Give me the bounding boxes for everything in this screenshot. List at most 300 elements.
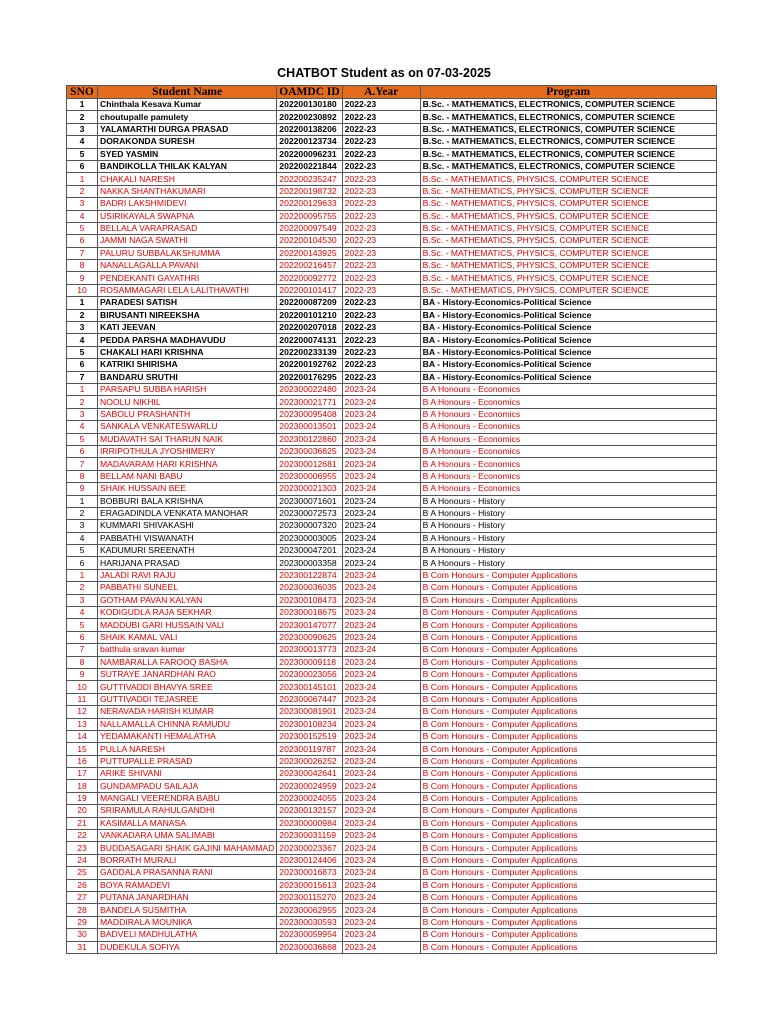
cell-student-name: NALLAMALLA CHINNA RAMUDU bbox=[98, 718, 277, 730]
cell-program: B.Sc. - MATHEMATICS, ELECTRONICS, COMPUTER SCIENCE bbox=[420, 136, 716, 148]
cell-student-name: GOTHAM PAVAN KALYAN bbox=[98, 594, 277, 606]
cell-academic-year: 2022-23 bbox=[342, 235, 420, 247]
cell-sno: 15 bbox=[67, 743, 98, 755]
cell-sno: 1 bbox=[67, 173, 98, 185]
table-row bbox=[67, 607, 717, 619]
cell-sno: 29 bbox=[67, 916, 98, 928]
cell-oamdc-id: 202300124406 bbox=[277, 854, 342, 866]
cell-oamdc-id: 202200123734 bbox=[277, 136, 342, 148]
cell-academic-year: 2023-24 bbox=[342, 941, 420, 953]
cell-program: B Com Honours - Computer Applications bbox=[420, 569, 716, 581]
cell-program: B A Honours - Economics bbox=[420, 408, 716, 420]
cell-oamdc-id: 202300036868 bbox=[277, 941, 342, 953]
cell-academic-year: 2022-23 bbox=[342, 136, 420, 148]
cell-program: B Com Honours - Computer Applications bbox=[420, 693, 716, 705]
table-row bbox=[67, 433, 717, 445]
cell-academic-year: 2023-24 bbox=[342, 854, 420, 866]
cell-program: B A Honours - History bbox=[420, 532, 716, 544]
table-row bbox=[67, 619, 717, 631]
cell-program: BA - History-Economics-Political Science bbox=[420, 334, 716, 346]
cell-student-name: PEDDA PARSHA MADHAVUDU bbox=[98, 334, 277, 346]
cell-program: B A Honours - Economics bbox=[420, 458, 716, 470]
table-row bbox=[67, 730, 717, 742]
cell-sno: 6 bbox=[67, 160, 98, 172]
cell-student-name: BOYA RAMADEVI bbox=[98, 879, 277, 891]
cell-student-name: CHAKALI NARESH bbox=[98, 173, 277, 185]
cell-program: B Com Honours - Computer Applications bbox=[420, 817, 716, 829]
cell-academic-year: 2023-24 bbox=[342, 892, 420, 904]
cell-sno: 2 bbox=[67, 582, 98, 594]
cell-student-name: SRIRAMULA RAHULGANDHI bbox=[98, 805, 277, 817]
cell-oamdc-id: 202200143925 bbox=[277, 247, 342, 259]
cell-oamdc-id: 202300006955 bbox=[277, 470, 342, 482]
table-row bbox=[67, 111, 717, 123]
cell-program: B.Sc. - MATHEMATICS, PHYSICS, COMPUTER SCIENCE bbox=[420, 247, 716, 259]
cell-academic-year: 2022-23 bbox=[342, 346, 420, 358]
cell-student-name: IRRIPOTHULA JYOSHIMERY bbox=[98, 445, 277, 457]
cell-oamdc-id: 202300036035 bbox=[277, 582, 342, 594]
cell-academic-year: 2023-24 bbox=[342, 656, 420, 668]
cell-oamdc-id: 202300081901 bbox=[277, 706, 342, 718]
table-row bbox=[67, 842, 717, 854]
cell-student-name: CHAKALI HARI KRISHNA bbox=[98, 346, 277, 358]
cell-program: B A Honours - History bbox=[420, 557, 716, 569]
cell-academic-year: 2023-24 bbox=[342, 867, 420, 879]
cell-student-name: DORAKONDA SURESH bbox=[98, 136, 277, 148]
cell-academic-year: 2022-23 bbox=[342, 371, 420, 383]
cell-academic-year: 2022-23 bbox=[342, 111, 420, 123]
cell-sno: 6 bbox=[67, 557, 98, 569]
column-header-oamdc-id: OAMDC ID bbox=[277, 86, 342, 99]
cell-academic-year: 2023-24 bbox=[342, 532, 420, 544]
column-header-sno: SNO bbox=[67, 86, 98, 99]
cell-program: B A Honours - Economics bbox=[420, 421, 716, 433]
cell-sno: 9 bbox=[67, 272, 98, 284]
cell-program: B.Sc. - MATHEMATICS, PHYSICS, COMPUTER SCIENCE bbox=[420, 260, 716, 272]
table-row bbox=[67, 309, 717, 321]
cell-student-name: GADDALA PRASANNA RANI bbox=[98, 867, 277, 879]
cell-student-name: NANALLAGALLA PAVANI bbox=[98, 260, 277, 272]
cell-academic-year: 2022-23 bbox=[342, 210, 420, 222]
cell-program: B A Honours - Economics bbox=[420, 383, 716, 395]
cell-program: BA - History-Economics-Political Science bbox=[420, 346, 716, 358]
cell-oamdc-id: 202200198732 bbox=[277, 185, 342, 197]
cell-oamdc-id: 202200230892 bbox=[277, 111, 342, 123]
table-row bbox=[67, 247, 717, 259]
cell-academic-year: 2022-23 bbox=[342, 148, 420, 160]
cell-academic-year: 2023-24 bbox=[342, 904, 420, 916]
cell-student-name: PARSAPU SUBBA HARISH bbox=[98, 383, 277, 395]
cell-student-name: YEDAMAKANTI HEMALATHA bbox=[98, 730, 277, 742]
cell-academic-year: 2023-24 bbox=[342, 445, 420, 457]
cell-oamdc-id: 202200129633 bbox=[277, 198, 342, 210]
cell-sno: 9 bbox=[67, 483, 98, 495]
cell-program: B Com Honours - Computer Applications bbox=[420, 941, 716, 953]
table-row bbox=[67, 173, 717, 185]
cell-oamdc-id: 202200221844 bbox=[277, 160, 342, 172]
cell-academic-year: 2023-24 bbox=[342, 408, 420, 420]
cell-oamdc-id: 202300062955 bbox=[277, 904, 342, 916]
cell-student-name: SUTRAYE JANARDHAN RAO bbox=[98, 668, 277, 680]
cell-oamdc-id: 202300022480 bbox=[277, 383, 342, 395]
table-row bbox=[67, 284, 717, 296]
table-row bbox=[67, 817, 717, 829]
cell-sno: 21 bbox=[67, 817, 98, 829]
cell-program: B Com Honours - Computer Applications bbox=[420, 668, 716, 680]
cell-program: B Com Honours - Computer Applications bbox=[420, 792, 716, 804]
cell-academic-year: 2022-23 bbox=[342, 309, 420, 321]
cell-program: B Com Honours - Computer Applications bbox=[420, 681, 716, 693]
cell-oamdc-id: 202200096231 bbox=[277, 148, 342, 160]
table-row bbox=[67, 470, 717, 482]
table-row bbox=[67, 198, 717, 210]
cell-oamdc-id: 202300030593 bbox=[277, 916, 342, 928]
cell-student-name: PABBATHI SUNEEL bbox=[98, 582, 277, 594]
cell-sno: 2 bbox=[67, 111, 98, 123]
cell-academic-year: 2023-24 bbox=[342, 780, 420, 792]
cell-student-name: MADDIRALA MOUNIKA bbox=[98, 916, 277, 928]
cell-student-name: MADAVARAM HARI KRISHNA bbox=[98, 458, 277, 470]
cell-oamdc-id: 202300036825 bbox=[277, 445, 342, 457]
cell-academic-year: 2023-24 bbox=[342, 619, 420, 631]
cell-sno: 2 bbox=[67, 396, 98, 408]
table-row bbox=[67, 346, 717, 358]
cell-academic-year: 2023-24 bbox=[342, 396, 420, 408]
table-row bbox=[67, 854, 717, 866]
cell-sno: 4 bbox=[67, 334, 98, 346]
cell-student-name: NAKKA SHANTHAKUMARI bbox=[98, 185, 277, 197]
cell-academic-year: 2022-23 bbox=[342, 198, 420, 210]
cell-sno: 16 bbox=[67, 755, 98, 767]
cell-program: B A Honours - Economics bbox=[420, 396, 716, 408]
cell-oamdc-id: 202300023056 bbox=[277, 668, 342, 680]
cell-program: B A Honours - Economics bbox=[420, 445, 716, 457]
cell-sno: 24 bbox=[67, 854, 98, 866]
table-row bbox=[67, 668, 717, 680]
table-row bbox=[67, 260, 717, 272]
cell-academic-year: 2022-23 bbox=[342, 284, 420, 296]
cell-oamdc-id: 202200235247 bbox=[277, 173, 342, 185]
cell-student-name: PULLA NARESH bbox=[98, 743, 277, 755]
table-row bbox=[67, 371, 717, 383]
cell-oamdc-id: 202200104530 bbox=[277, 235, 342, 247]
cell-oamdc-id: 202300145101 bbox=[277, 681, 342, 693]
cell-program: B.Sc. - MATHEMATICS, PHYSICS, COMPUTER SCIENCE bbox=[420, 173, 716, 185]
cell-sno: 12 bbox=[67, 706, 98, 718]
cell-program: B Com Honours - Computer Applications bbox=[420, 879, 716, 891]
cell-academic-year: 2022-23 bbox=[342, 359, 420, 371]
column-header-student-name: Student Name bbox=[98, 86, 277, 99]
cell-student-name: HARIJANA PRASAD bbox=[98, 557, 277, 569]
cell-student-name: NERAVADA HARISH KUMAR bbox=[98, 706, 277, 718]
column-header-academic-year: A.Year bbox=[342, 86, 420, 99]
cell-academic-year: 2023-24 bbox=[342, 693, 420, 705]
cell-student-name: GUTTIVADDI TEJASREE bbox=[98, 693, 277, 705]
cell-program: B.Sc. - MATHEMATICS, PHYSICS, COMPUTER SCIENCE bbox=[420, 198, 716, 210]
cell-program: B A Honours - History bbox=[420, 545, 716, 557]
cell-oamdc-id: 202300013501 bbox=[277, 421, 342, 433]
cell-student-name: USIRIKAYALA SWAPNA bbox=[98, 210, 277, 222]
cell-student-name: BIRUSANTI NIREEKSHA bbox=[98, 309, 277, 321]
cell-sno: 20 bbox=[67, 805, 98, 817]
cell-academic-year: 2022-23 bbox=[342, 334, 420, 346]
cell-academic-year: 2023-24 bbox=[342, 582, 420, 594]
cell-oamdc-id: 202300018675 bbox=[277, 607, 342, 619]
cell-program: B Com Honours - Computer Applications bbox=[420, 842, 716, 854]
cell-student-name: KASIMALLA MANASA bbox=[98, 817, 277, 829]
cell-student-name: SHAIK HUSSAIN BEE bbox=[98, 483, 277, 495]
table-row bbox=[67, 185, 717, 197]
cell-oamdc-id: 202200087209 bbox=[277, 297, 342, 309]
cell-oamdc-id: 202300152519 bbox=[277, 730, 342, 742]
cell-oamdc-id: 202300024959 bbox=[277, 780, 342, 792]
cell-student-name: PUTTUPALLE PRASAD bbox=[98, 755, 277, 767]
cell-sno: 1 bbox=[67, 383, 98, 395]
cell-sno: 17 bbox=[67, 768, 98, 780]
cell-academic-year: 2022-23 bbox=[342, 297, 420, 309]
cell-sno: 13 bbox=[67, 718, 98, 730]
cell-program: B A Honours - History bbox=[420, 495, 716, 507]
cell-program: BA - History-Economics-Political Science bbox=[420, 359, 716, 371]
cell-student-name: JALADI RAVI RAJU bbox=[98, 569, 277, 581]
cell-program: B Com Honours - Computer Applications bbox=[420, 730, 716, 742]
cell-student-name: PARADESI SATISH bbox=[98, 297, 277, 309]
cell-program: B A Honours - Economics bbox=[420, 470, 716, 482]
table-row bbox=[67, 879, 717, 891]
cell-oamdc-id: 202300000984 bbox=[277, 817, 342, 829]
cell-academic-year: 2023-24 bbox=[342, 706, 420, 718]
cell-oamdc-id: 202200192762 bbox=[277, 359, 342, 371]
table-row bbox=[67, 136, 717, 148]
cell-oamdc-id: 202200130180 bbox=[277, 99, 342, 111]
cell-sno: 9 bbox=[67, 668, 98, 680]
cell-program: B Com Honours - Computer Applications bbox=[420, 904, 716, 916]
cell-student-name: BELLALA VARAPRASAD bbox=[98, 222, 277, 234]
cell-oamdc-id: 202300122874 bbox=[277, 569, 342, 581]
table-row bbox=[67, 297, 717, 309]
cell-program: B Com Honours - Computer Applications bbox=[420, 582, 716, 594]
cell-sno: 2 bbox=[67, 185, 98, 197]
table-row bbox=[67, 830, 717, 842]
cell-academic-year: 2023-24 bbox=[342, 644, 420, 656]
cell-sno: 8 bbox=[67, 656, 98, 668]
cell-student-name: KADUMURI SREENATH bbox=[98, 545, 277, 557]
cell-student-name: BUDDASAGARI SHAIK GAJINI MAHAMMAD bbox=[98, 842, 277, 854]
cell-oamdc-id: 202300095408 bbox=[277, 408, 342, 420]
student-table bbox=[66, 85, 717, 954]
cell-academic-year: 2022-23 bbox=[342, 247, 420, 259]
table-row bbox=[67, 916, 717, 928]
cell-student-name: ERAGADINDLA VENKATA MANOHAR bbox=[98, 507, 277, 519]
cell-sno: 2 bbox=[67, 507, 98, 519]
cell-sno: 14 bbox=[67, 730, 98, 742]
cell-program: B A Honours - History bbox=[420, 520, 716, 532]
cell-sno: 1 bbox=[67, 99, 98, 111]
cell-program: B Com Honours - Computer Applications bbox=[420, 854, 716, 866]
cell-academic-year: 2023-24 bbox=[342, 929, 420, 941]
table-row bbox=[67, 644, 717, 656]
cell-sno: 8 bbox=[67, 470, 98, 482]
cell-program: B.Sc. - MATHEMATICS, PHYSICS, COMPUTER SCIENCE bbox=[420, 272, 716, 284]
cell-oamdc-id: 202300021303 bbox=[277, 483, 342, 495]
cell-academic-year: 2022-23 bbox=[342, 185, 420, 197]
cell-oamdc-id: 202200216457 bbox=[277, 260, 342, 272]
table-row bbox=[67, 929, 717, 941]
table-row bbox=[67, 359, 717, 371]
cell-sno: 2 bbox=[67, 309, 98, 321]
table-row bbox=[67, 235, 717, 247]
cell-student-name: PABBATHI VISWANATH bbox=[98, 532, 277, 544]
cell-student-name: Chinthala Kesava Kumar bbox=[98, 99, 277, 111]
cell-student-name: PUTANA JANARDHAN bbox=[98, 892, 277, 904]
cell-program: B.Sc. - MATHEMATICS, PHYSICS, COMPUTER SCIENCE bbox=[420, 284, 716, 296]
table-row bbox=[67, 322, 717, 334]
cell-oamdc-id: 202200092772 bbox=[277, 272, 342, 284]
cell-oamdc-id: 202300042641 bbox=[277, 768, 342, 780]
cell-sno: 3 bbox=[67, 594, 98, 606]
cell-oamdc-id: 202300108234 bbox=[277, 718, 342, 730]
cell-academic-year: 2023-24 bbox=[342, 631, 420, 643]
cell-oamdc-id: 202300024055 bbox=[277, 792, 342, 804]
cell-sno: 7 bbox=[67, 644, 98, 656]
cell-student-name: JAMMI NAGA SWATHI bbox=[98, 235, 277, 247]
cell-program: B.Sc. - MATHEMATICS, PHYSICS, COMPUTER SCIENCE bbox=[420, 185, 716, 197]
cell-academic-year: 2023-24 bbox=[342, 594, 420, 606]
cell-sno: 6 bbox=[67, 445, 98, 457]
cell-sno: 5 bbox=[67, 433, 98, 445]
table-row bbox=[67, 495, 717, 507]
cell-program: B.Sc. - MATHEMATICS, ELECTRONICS, COMPUTER SCIENCE bbox=[420, 123, 716, 135]
cell-student-name: ARIKE SHIVANI bbox=[98, 768, 277, 780]
table-row bbox=[67, 768, 717, 780]
table-row bbox=[67, 408, 717, 420]
cell-oamdc-id: 202300115270 bbox=[277, 892, 342, 904]
cell-program: B Com Honours - Computer Applications bbox=[420, 619, 716, 631]
cell-student-name: BADRI LAKSHMIDEVI bbox=[98, 198, 277, 210]
cell-sno: 10 bbox=[67, 284, 98, 296]
cell-sno: 6 bbox=[67, 359, 98, 371]
cell-academic-year: 2023-24 bbox=[342, 483, 420, 495]
cell-student-name: NAMBARALLA FAROOQ BASHA bbox=[98, 656, 277, 668]
cell-oamdc-id: 202300067447 bbox=[277, 693, 342, 705]
cell-academic-year: 2023-24 bbox=[342, 545, 420, 557]
cell-program: B Com Honours - Computer Applications bbox=[420, 706, 716, 718]
cell-sno: 4 bbox=[67, 136, 98, 148]
cell-program: B.Sc. - MATHEMATICS, PHYSICS, COMPUTER SCIENCE bbox=[420, 235, 716, 247]
cell-academic-year: 2022-23 bbox=[342, 260, 420, 272]
cell-sno: 30 bbox=[67, 929, 98, 941]
cell-oamdc-id: 202200101417 bbox=[277, 284, 342, 296]
cell-sno: 7 bbox=[67, 371, 98, 383]
cell-academic-year: 2023-24 bbox=[342, 458, 420, 470]
cell-academic-year: 2023-24 bbox=[342, 743, 420, 755]
table-body bbox=[67, 99, 717, 954]
cell-student-name: BORRATH MURALI bbox=[98, 854, 277, 866]
cell-sno: 27 bbox=[67, 892, 98, 904]
table-row bbox=[67, 681, 717, 693]
cell-student-name: BOBBURI BALA KRISHNA bbox=[98, 495, 277, 507]
cell-sno: 1 bbox=[67, 495, 98, 507]
cell-academic-year: 2022-23 bbox=[342, 160, 420, 172]
cell-sno: 5 bbox=[67, 222, 98, 234]
cell-sno: 25 bbox=[67, 867, 98, 879]
cell-academic-year: 2023-24 bbox=[342, 830, 420, 842]
cell-academic-year: 2023-24 bbox=[342, 520, 420, 532]
cell-sno: 8 bbox=[67, 260, 98, 272]
cell-oamdc-id: 202300009118 bbox=[277, 656, 342, 668]
page-title: CHATBOT Student as on 07-03-2025 bbox=[277, 66, 491, 80]
table-row bbox=[67, 743, 717, 755]
cell-program: B A Honours - History bbox=[420, 507, 716, 519]
cell-program: B Com Honours - Computer Applications bbox=[420, 755, 716, 767]
cell-student-name: KODIGUDLA RAJA SEKHAR bbox=[98, 607, 277, 619]
table-row bbox=[67, 520, 717, 532]
table-row bbox=[67, 867, 717, 879]
table-row bbox=[67, 532, 717, 544]
cell-academic-year: 2023-24 bbox=[342, 421, 420, 433]
table-row bbox=[67, 582, 717, 594]
cell-program: BA - History-Economics-Political Science bbox=[420, 297, 716, 309]
cell-sno: 1 bbox=[67, 569, 98, 581]
cell-program: B Com Honours - Computer Applications bbox=[420, 656, 716, 668]
cell-oamdc-id: 202300026252 bbox=[277, 755, 342, 767]
cell-academic-year: 2022-23 bbox=[342, 222, 420, 234]
cell-oamdc-id: 202300007320 bbox=[277, 520, 342, 532]
table-row bbox=[67, 334, 717, 346]
cell-academic-year: 2023-24 bbox=[342, 569, 420, 581]
cell-program: B Com Honours - Computer Applications bbox=[420, 780, 716, 792]
table-row bbox=[67, 396, 717, 408]
cell-academic-year: 2023-24 bbox=[342, 730, 420, 742]
cell-student-name: BANDIKOLLA THILAK KALYAN bbox=[98, 160, 277, 172]
cell-sno: 5 bbox=[67, 545, 98, 557]
cell-academic-year: 2023-24 bbox=[342, 879, 420, 891]
table-row bbox=[67, 904, 717, 916]
table-row bbox=[67, 421, 717, 433]
cell-academic-year: 2023-24 bbox=[342, 668, 420, 680]
table-row bbox=[67, 383, 717, 395]
table-row bbox=[67, 272, 717, 284]
cell-sno: 31 bbox=[67, 941, 98, 953]
table-row bbox=[67, 458, 717, 470]
cell-student-name: MADDUBI GARI HUSSAIN VALI bbox=[98, 619, 277, 631]
cell-program: B Com Honours - Computer Applications bbox=[420, 830, 716, 842]
cell-sno: 10 bbox=[67, 681, 98, 693]
cell-sno: 18 bbox=[67, 780, 98, 792]
table-row bbox=[67, 892, 717, 904]
cell-program: B Com Honours - Computer Applications bbox=[420, 916, 716, 928]
cell-sno: 4 bbox=[67, 532, 98, 544]
table-row bbox=[67, 545, 717, 557]
cell-student-name: KATI JEEVAN bbox=[98, 322, 277, 334]
cell-program: B Com Honours - Computer Applications bbox=[420, 929, 716, 941]
cell-student-name: PENDEKANTI GAYATHRI bbox=[98, 272, 277, 284]
cell-academic-year: 2023-24 bbox=[342, 495, 420, 507]
cell-academic-year: 2023-24 bbox=[342, 817, 420, 829]
table-row bbox=[67, 780, 717, 792]
cell-academic-year: 2023-24 bbox=[342, 768, 420, 780]
cell-sno: 3 bbox=[67, 198, 98, 210]
cell-student-name: SYED YASMIN bbox=[98, 148, 277, 160]
cell-academic-year: 2022-23 bbox=[342, 173, 420, 185]
table-row bbox=[67, 160, 717, 172]
cell-oamdc-id: 202300059954 bbox=[277, 929, 342, 941]
table-header-row bbox=[67, 86, 717, 99]
cell-student-name: YALAMARTHI DURGA PRASAD bbox=[98, 123, 277, 135]
cell-program: B Com Honours - Computer Applications bbox=[420, 892, 716, 904]
cell-student-name: batthula sravan kumar bbox=[98, 644, 277, 656]
cell-student-name: DUDEKULA SOFIYA bbox=[98, 941, 277, 953]
